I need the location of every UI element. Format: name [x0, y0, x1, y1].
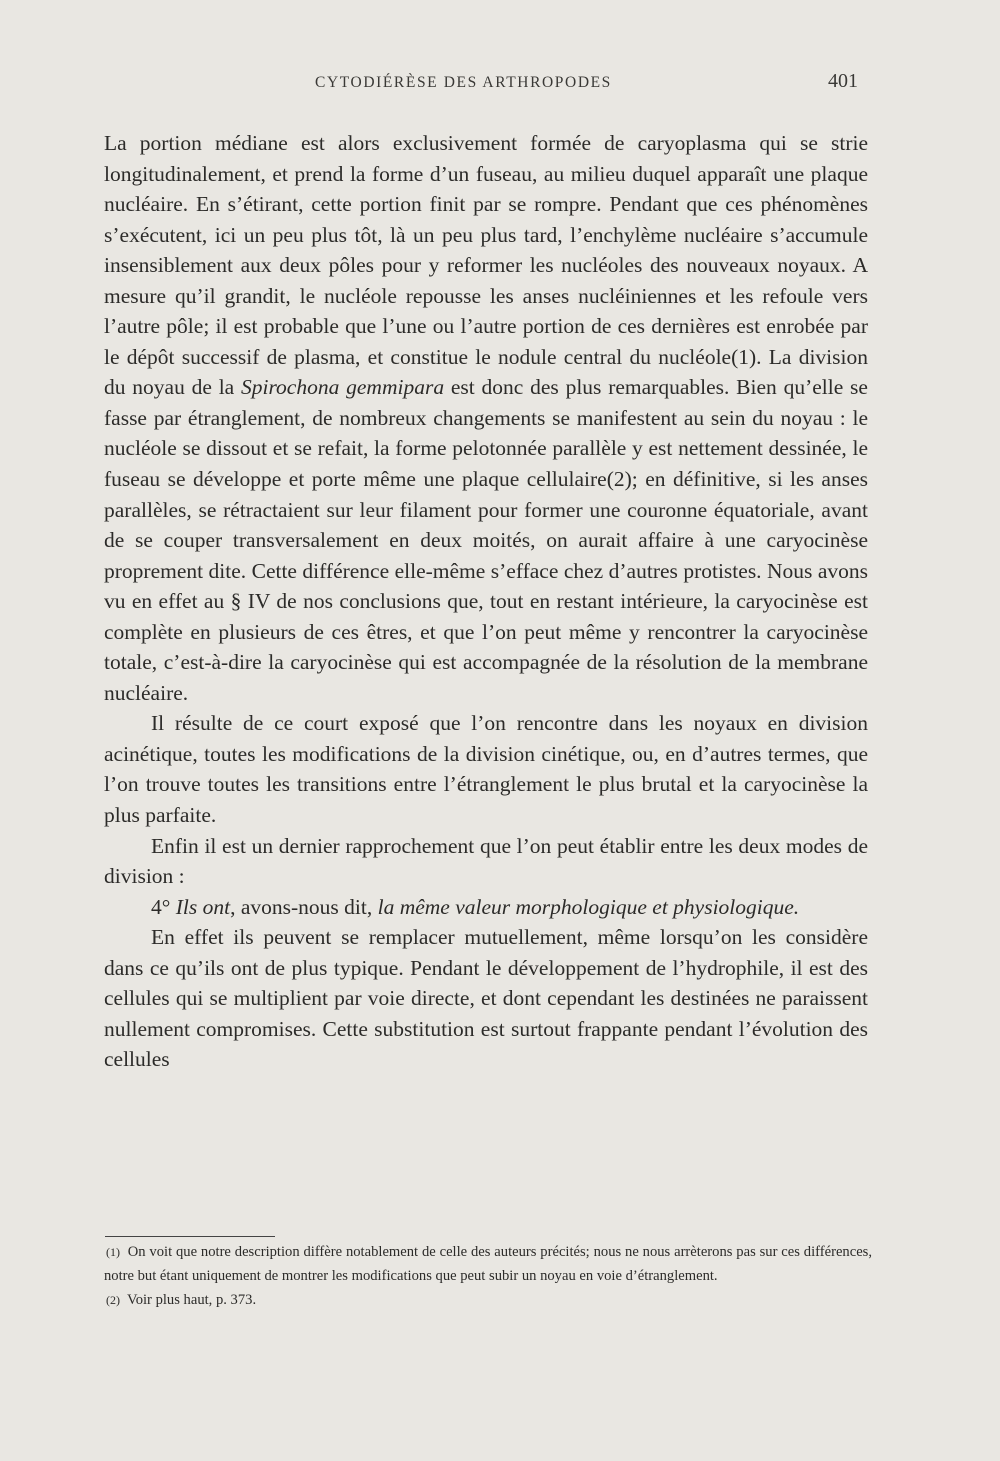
footnote-1-marker: (1) [106, 1245, 120, 1259]
paragraph-1 [104, 128, 868, 708]
paragraph-4-italic-c: la même valeur morphologique et physiologique. [377, 894, 800, 919]
footnote-2-text: Voir plus haut, p. 373. [127, 1292, 257, 1308]
footnote-ref-2: (2) [606, 467, 632, 492]
paragraph-2: Il résulte de ce court exposé que l’on rencontre dans les noyaux en division acinétique, toutes les modifications de la division cinétique, ou, en d’autres termes, que l’on trouve toutes les transitions entre l’étranglement le plus brutal et la caryocinèse la plus parfaite. [104, 711, 868, 828]
paragraph-1-part-d: ; en définitive, si les anses parallèles, se rétractaient sur leur filament pour former une couronne équatoriale, avant de se couper transversalement en deux moités, on aurait affaire à une caryocinèse proprement dite. Cette différence elle-même s’efface chez d’autres protistes. Nous avons vu en effet au § IV de nos conclusions que, tout en restant intérieure, la caryocinèse est complète en plusieurs de ces êtres, et que l’on peut même y rencontrer la caryocinèse totale, c’est-à-dire la caryocinèse qui est accompagnée de la résolution de la membrane nucléaire. [104, 467, 868, 705]
footnote-1 [104, 1240, 872, 1288]
paragraph-5: En effet ils peuvent se remplacer mutuellement, même lorsqu’on les considère dans ce qu’ils ont de plus typique. Pendant le développement de l’hydrophile, il est des cellules qui se multiplient par voie directe, et dont cependant les destinées ne paraissent nullement compromises. Cette substitution est surtout frappante pendant l’évolution des cellules [104, 925, 868, 1072]
paragraph-4-italic-a: Ils ont [175, 894, 231, 919]
paragraph-1-part-c: est donc des plus remarquables. Bien qu’elle se fasse par étranglement, de nombreux changements se manifestent au sein du noyau : le nucléole se dissout et se refait, la forme pelotonnée parallèle y est nettement dessinée, le fuseau se développe et porte même une plaque cellulaire [104, 375, 868, 492]
paragraph-1-part-a: La portion médiane est alors exclusivement formée de caryoplasma qui se strie longitudinalement, et prend la forme d’un fuseau, au milieu duquel apparaît une plaque nucléaire. En s’étirant, cette portion finit par se rompre. Pendant que ces phénomènes s’exécutent, ici un peu plus tôt, là un peu plus tard, l’enchylème nucléaire s’accumule insensiblement aux deux pôles pour y reformer les nucléoles des nouveaux noyaux. A mesure qu’il grandit, le nucléole repousse les anses nucléiniennes et les refoule vers l’autre pôle; il est probable que l’une ou l’autre portion de ces dernières est enrobée par le dépôt successif de plasma, et constitue le nodule central du nucléole [104, 131, 868, 369]
point-number: 4° [151, 894, 171, 919]
footnote-1-text: On voit que notre description diffère notablement de celle des auteurs précités; nous ne nous arrèterons pas sur ces différences, notre but étant uniquement de montrer les modifications que peut subir un noyau en voie d’étranglement. [104, 1244, 873, 1284]
paragraph-4-part-b: , avons-nous dit, [230, 894, 378, 919]
paragraph-1-part-b: . La division du noyau de la [104, 344, 868, 400]
species-name: Spirochona gemmipara [241, 375, 445, 400]
page-number: 401 [828, 70, 858, 92]
footnote-ref-1: (1) [731, 344, 757, 369]
main-text [104, 128, 868, 1075]
paragraph-3: Enfin il est un dernier rapprochement que l’on peut établir entre les deux modes de division : [104, 833, 868, 889]
footnote-divider [105, 1236, 275, 1237]
running-title: CYTODIÉRÈSE DES ARTHROPODES [315, 74, 612, 91]
footnotes [104, 1240, 872, 1312]
footnote-2 [104, 1288, 872, 1312]
footnote-2-marker: (2) [106, 1293, 120, 1307]
paragraph-4 [104, 892, 868, 923]
